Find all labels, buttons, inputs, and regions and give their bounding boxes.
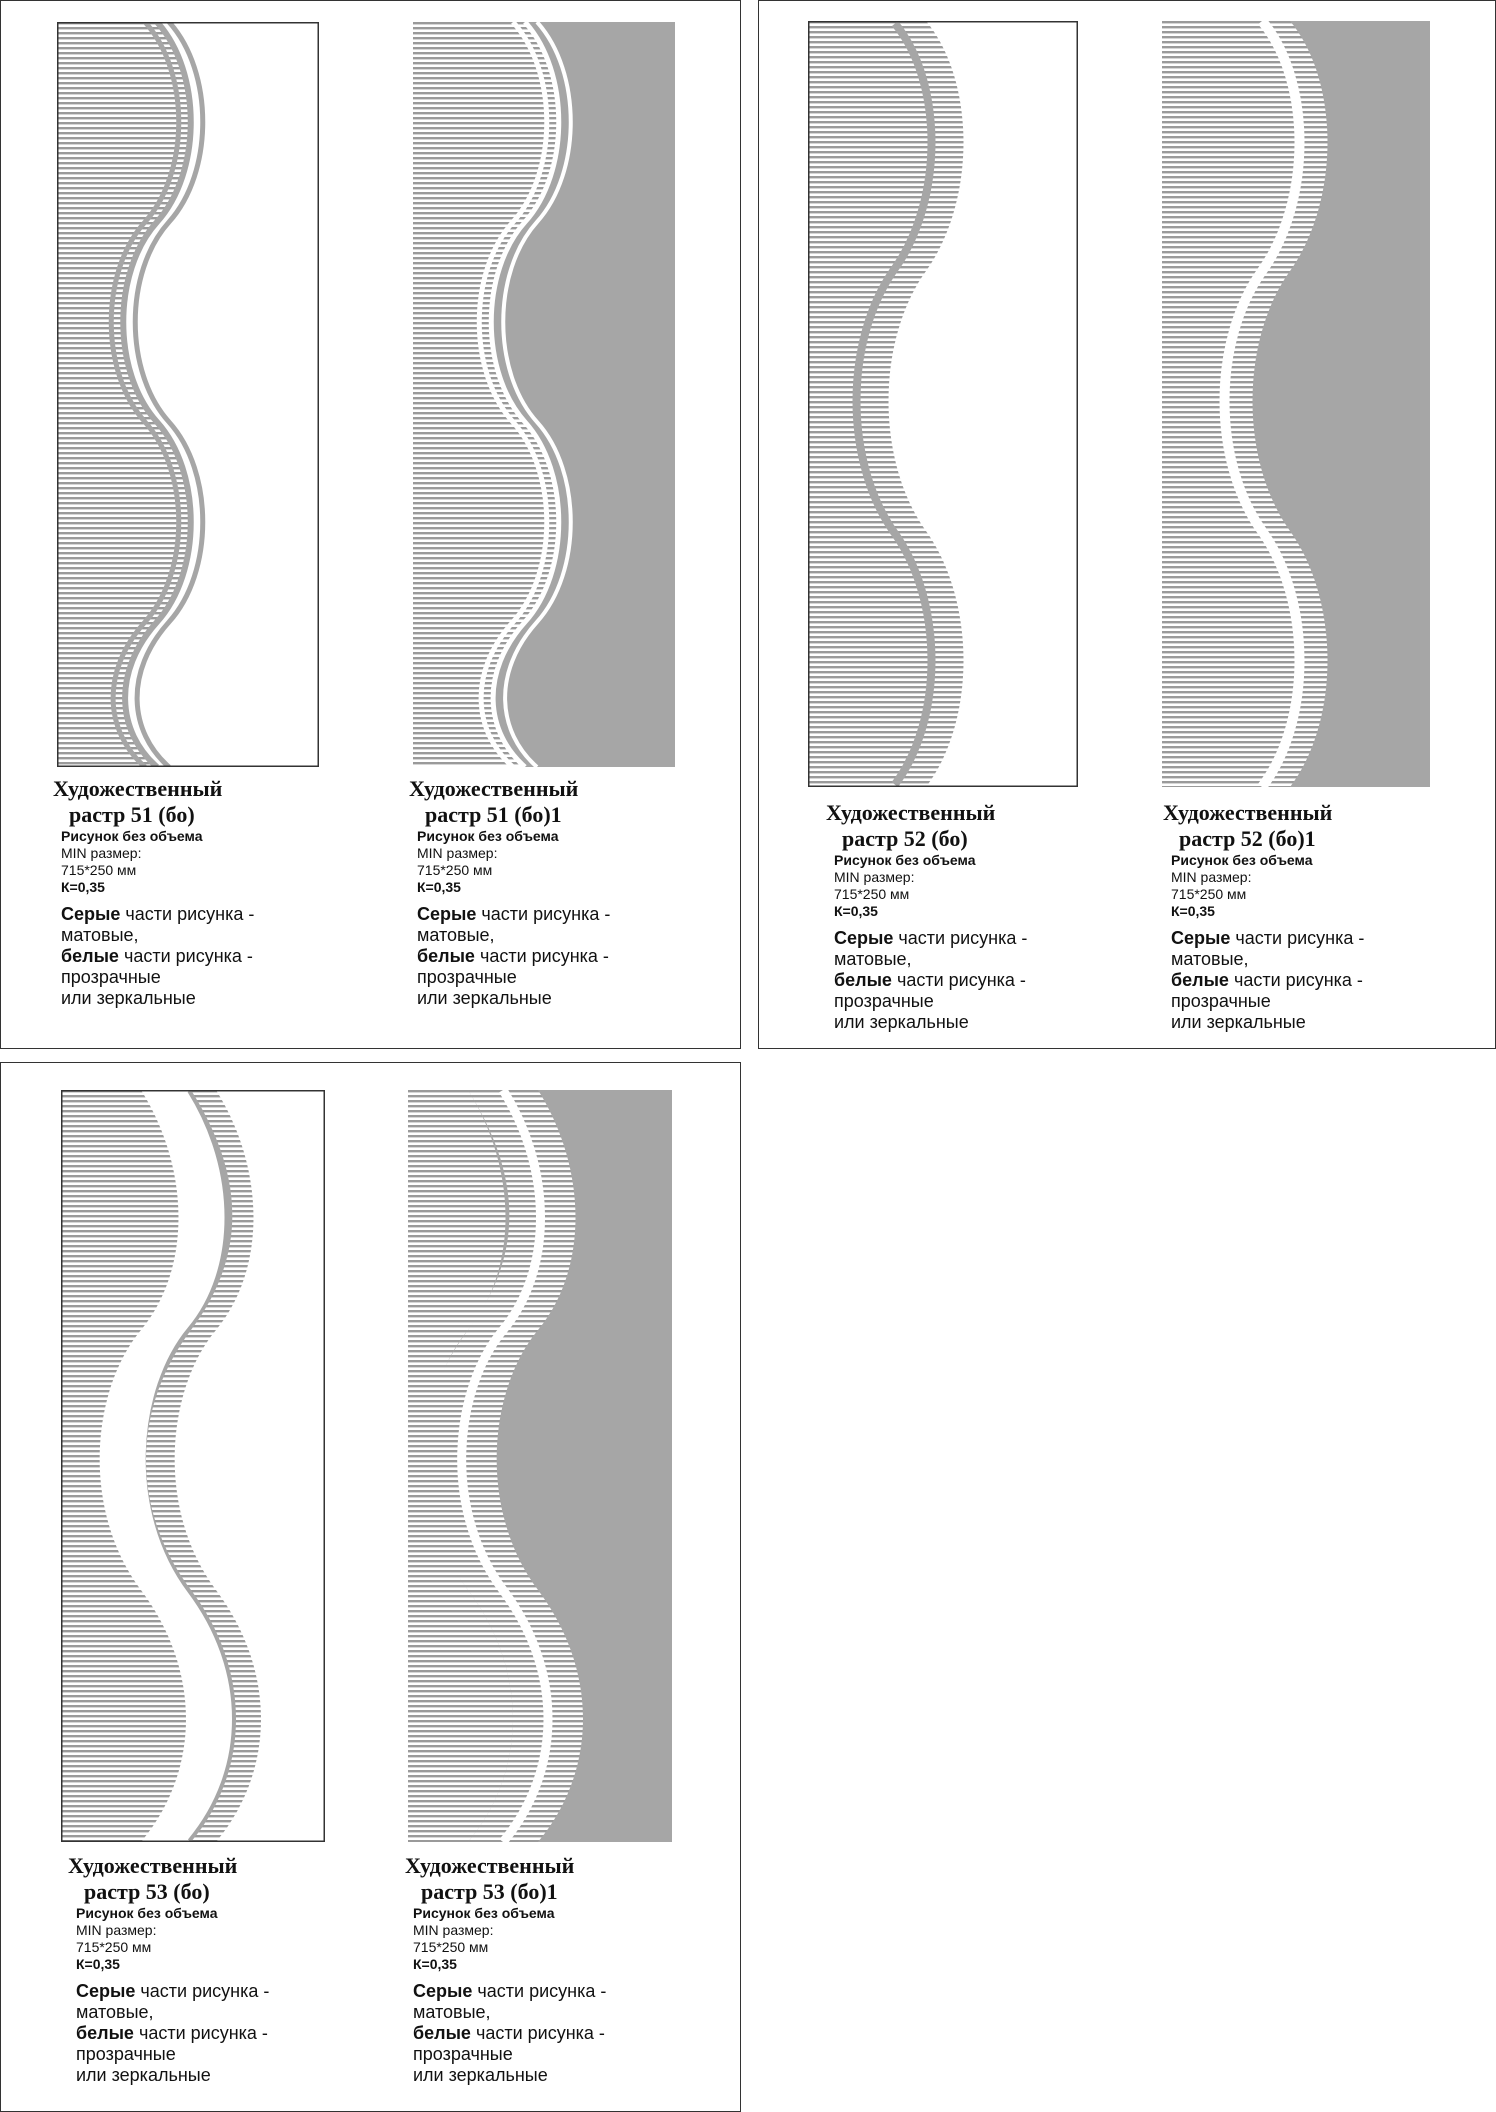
size-label: MIN размер:: [834, 869, 915, 885]
k-value: К=0,35: [834, 903, 878, 919]
size-label: MIN размер:: [76, 1922, 157, 1938]
sub-label: Рисунок без объема: [417, 828, 559, 844]
note-text: части рисунка -: [474, 946, 609, 966]
color-note: [405, 1981, 745, 2086]
note-text: части рисунка -: [470, 2023, 605, 2043]
note-text: части рисунка -: [1230, 928, 1365, 948]
color-note: [409, 904, 749, 1009]
color-note: [1163, 928, 1496, 1033]
size-value: 715*250 мм: [1171, 886, 1247, 902]
note-keyword-white: белые: [413, 2023, 471, 2043]
note-keyword-gray: Серые: [76, 1981, 136, 2001]
k-value: К=0,35: [417, 879, 461, 895]
sub-label: Рисунок без объема: [413, 1905, 555, 1921]
caption-title: [826, 800, 1166, 852]
note-text: матовые,: [61, 925, 139, 945]
note-text: прозрачные: [413, 2044, 513, 2064]
note-keyword-gray: Серые: [834, 928, 894, 948]
title-line-2: растр 53 (бо)1: [421, 1879, 558, 1904]
size-label: MIN размер:: [413, 1922, 494, 1938]
note-text: части рисунка -: [1228, 970, 1363, 990]
note-text: части рисунка -: [893, 928, 1028, 948]
size-value: 715*250 мм: [413, 1939, 489, 1955]
title-line-2: растр 53 (бо): [84, 1879, 210, 1904]
caption-title: [409, 776, 749, 828]
title-line-1: Художественный: [405, 1853, 575, 1878]
sub-label: Рисунок без объема: [76, 1905, 218, 1921]
caption-raster-52: [826, 800, 1166, 1033]
note-text: части рисунка -: [135, 1981, 270, 2001]
caption-raster-51-1: [409, 776, 749, 1009]
title-line-1: Художественный: [1163, 800, 1333, 825]
note-text: матовые,: [834, 949, 912, 969]
note-text: или зеркальные: [1171, 1012, 1306, 1032]
title-line-1: Художественный: [826, 800, 996, 825]
raster-52-artwork: [808, 21, 1078, 787]
note-text: или зеркальные: [76, 2065, 211, 2085]
size-label: MIN размер:: [1171, 869, 1252, 885]
size-value: 715*250 мм: [61, 862, 137, 878]
note-text: части рисунка -: [120, 904, 255, 924]
title-line-1: Художественный: [53, 776, 223, 801]
note-text: прозрачные: [834, 991, 934, 1011]
note-keyword-white: белые: [834, 970, 892, 990]
note-text: части рисунка -: [118, 946, 253, 966]
note-keyword-gray: Серые: [1171, 928, 1231, 948]
note-text: прозрачные: [1171, 991, 1271, 1011]
note-keyword-gray: Серые: [413, 1981, 473, 2001]
note-text: или зеркальные: [417, 988, 552, 1008]
note-text: части рисунка -: [476, 904, 611, 924]
caption-raster-52-1: [1163, 800, 1496, 1033]
note-text: части рисунка -: [472, 1981, 607, 2001]
raster-53-artwork: [61, 1090, 325, 1842]
caption-raster-51: [53, 776, 393, 1009]
size-value: 715*250 мм: [834, 886, 910, 902]
k-value: К=0,35: [76, 1956, 120, 1972]
note-text: или зеркальные: [61, 988, 196, 1008]
note-keyword-white: белые: [417, 946, 475, 966]
caption-title: [68, 1853, 408, 1905]
caption-raster-53-1: [405, 1853, 745, 2086]
title-line-1: Художественный: [409, 776, 579, 801]
note-text: или зеркальные: [834, 1012, 969, 1032]
title-line-2: растр 51 (бо)1: [425, 802, 562, 827]
note-text: матовые,: [1171, 949, 1249, 969]
title-line-2: растр 51 (бо): [69, 802, 195, 827]
note-text: прозрачные: [417, 967, 517, 987]
title-line-2: растр 52 (бо)1: [1179, 826, 1316, 851]
caption-raster-53: [68, 1853, 408, 2086]
raster-51-artwork: [57, 22, 319, 767]
note-text: матовые,: [417, 925, 495, 945]
title-line-1: Художественный: [68, 1853, 238, 1878]
caption-title: [53, 776, 393, 828]
size-label: MIN размер:: [61, 845, 142, 861]
caption-title: [1163, 800, 1496, 852]
size-value: 715*250 мм: [76, 1939, 152, 1955]
k-value: К=0,35: [1171, 903, 1215, 919]
note-keyword-white: белые: [76, 2023, 134, 2043]
size-value: 715*250 мм: [417, 862, 493, 878]
note-text: или зеркальные: [413, 2065, 548, 2085]
size-label: MIN размер:: [417, 845, 498, 861]
sub-label: Рисунок без объема: [834, 852, 976, 868]
color-note: [68, 1981, 408, 2086]
note-keyword-gray: Серые: [61, 904, 121, 924]
color-note: [826, 928, 1166, 1033]
note-text: части рисунка -: [133, 2023, 268, 2043]
note-text: матовые,: [76, 2002, 154, 2022]
sub-label: Рисунок без объема: [1171, 852, 1313, 868]
note-text: прозрачные: [76, 2044, 176, 2064]
raster-52-1-artwork: [1162, 21, 1430, 787]
k-value: К=0,35: [61, 879, 105, 895]
sub-label: Рисунок без объема: [61, 828, 203, 844]
title-line-2: растр 52 (бо): [842, 826, 968, 851]
raster-53-1-artwork: [408, 1090, 672, 1842]
note-text: части рисунка -: [891, 970, 1026, 990]
note-keyword-white: белые: [61, 946, 119, 966]
note-keyword-white: белые: [1171, 970, 1229, 990]
raster-51-1-artwork: [413, 22, 675, 767]
note-text: матовые,: [413, 2002, 491, 2022]
k-value: К=0,35: [413, 1956, 457, 1972]
caption-title: [405, 1853, 745, 1905]
note-keyword-gray: Серые: [417, 904, 477, 924]
color-note: [53, 904, 393, 1009]
note-text: прозрачные: [61, 967, 161, 987]
